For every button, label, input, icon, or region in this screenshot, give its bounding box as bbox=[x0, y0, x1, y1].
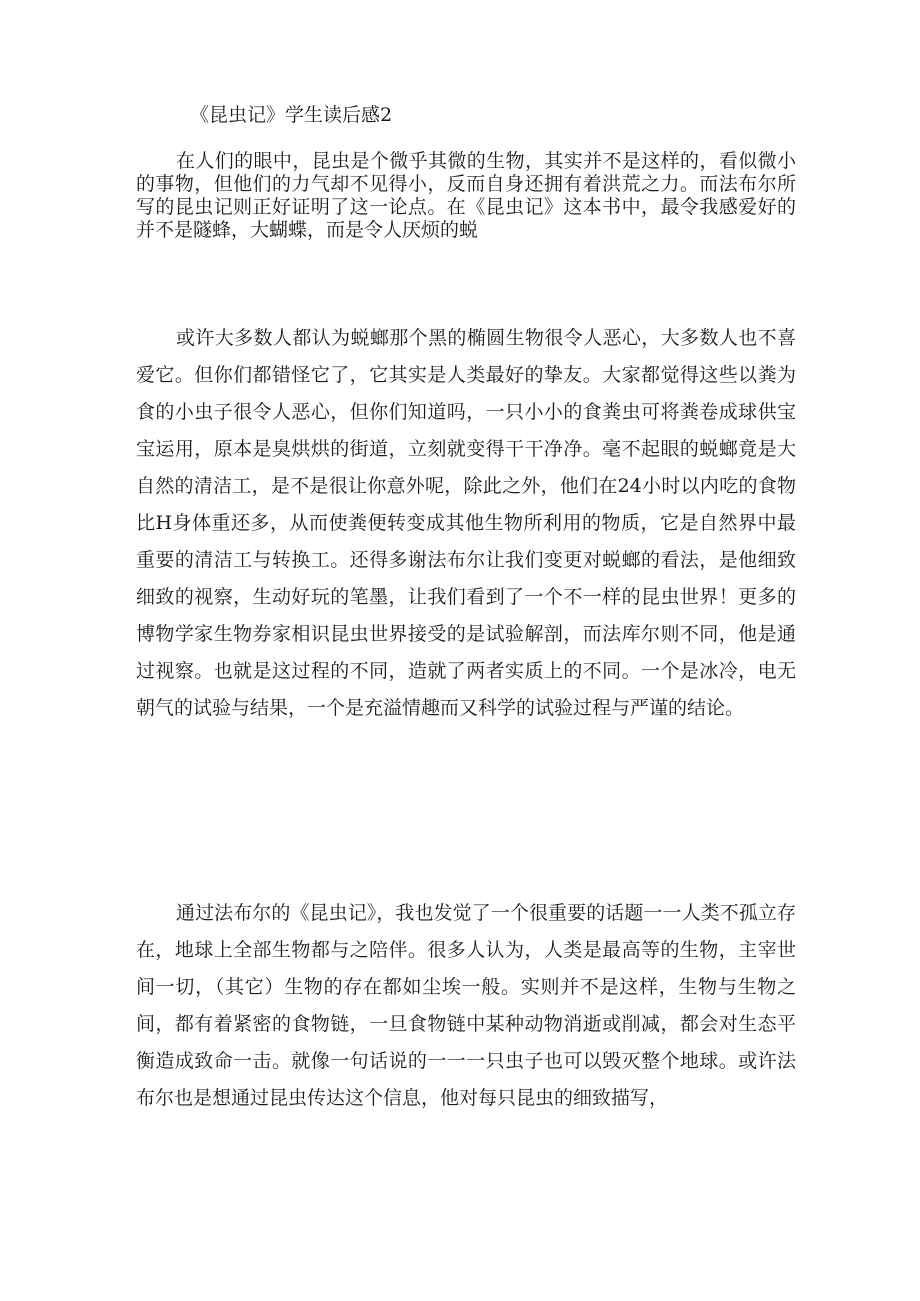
paragraph-coexistence: 通过法布尔的《昆虫记》，我也发觉了一个很重要的话题一一人类不孤立存在，地球上全部生物都与之陪伴。很多人认为，人类是最高等的生物，主宰世间一切，（其它）生物的存在都如尘埃一般。实则并不是这样，生物与生物之间，都有着紧密的食物链，一旦食物链中某种动物消逝或削减，都会对生态平衡造成致命一击。就像一句话说的一一一只虫子也可以毁灭整个地球。或许法布尔也是想通过昆虫传达这个信息，他对每只昆虫的细致描写， bbox=[136, 902, 796, 1109]
document-title: 《昆虫记》学生读后感2 bbox=[190, 104, 393, 126]
paragraph-dung-beetle: 或许大多数人都认为蜕螂那个黑的椭圆生物很令人恶心，大多数人也不喜爱它。但你们都错怪它了，它其实是人类最好的挚友。大家都觉得这些以粪为食的小虫子很令人恶心，但你们知道吗，一只小小的食粪虫可将粪卷成球供宝宝运用，原本是臭烘烘的街道，立刻就变得干干净净。毫不起眼的蜕螂竟是大自然的清洁工，是不是很让你意外呢，除此之外，他们在24小时以内吃的食物比H身体重还多，从而使粪便转变成其他生物所利用的物质，它是自然界中最重要的清洁工与转换工。还得多谢法布尔让我们变更对蜕螂的看法，是他细致细致的视察，生动好玩的笔墨，让我们看到了一个不一样的昆虫世界！更多的博物学家生物券家相识昆虫世界接受的是试验解剖，而法库尔则不同，他是通过视察。也就是这过程的不同，造就了两者实质上的不同。一个是冰冷，电无朝气的试验与结果，一个是充溢情趣而又科学的试验过程与严谨的结论。 bbox=[136, 327, 796, 719]
paragraph-intro: 在人们的眼中，昆虫是个微乎其微的生物，其实并不是这样的，看似微小的事物，但他们的力气却不见得小，反而自身还拥有着洪荒之力。而法布尔所写的昆虫记则正好证明了这一论点。在《昆虫记》这本书中，最令我感爱好的并不是隧蜂，大蝴蝶，而是令人厌烦的蜕 bbox=[136, 150, 796, 241]
